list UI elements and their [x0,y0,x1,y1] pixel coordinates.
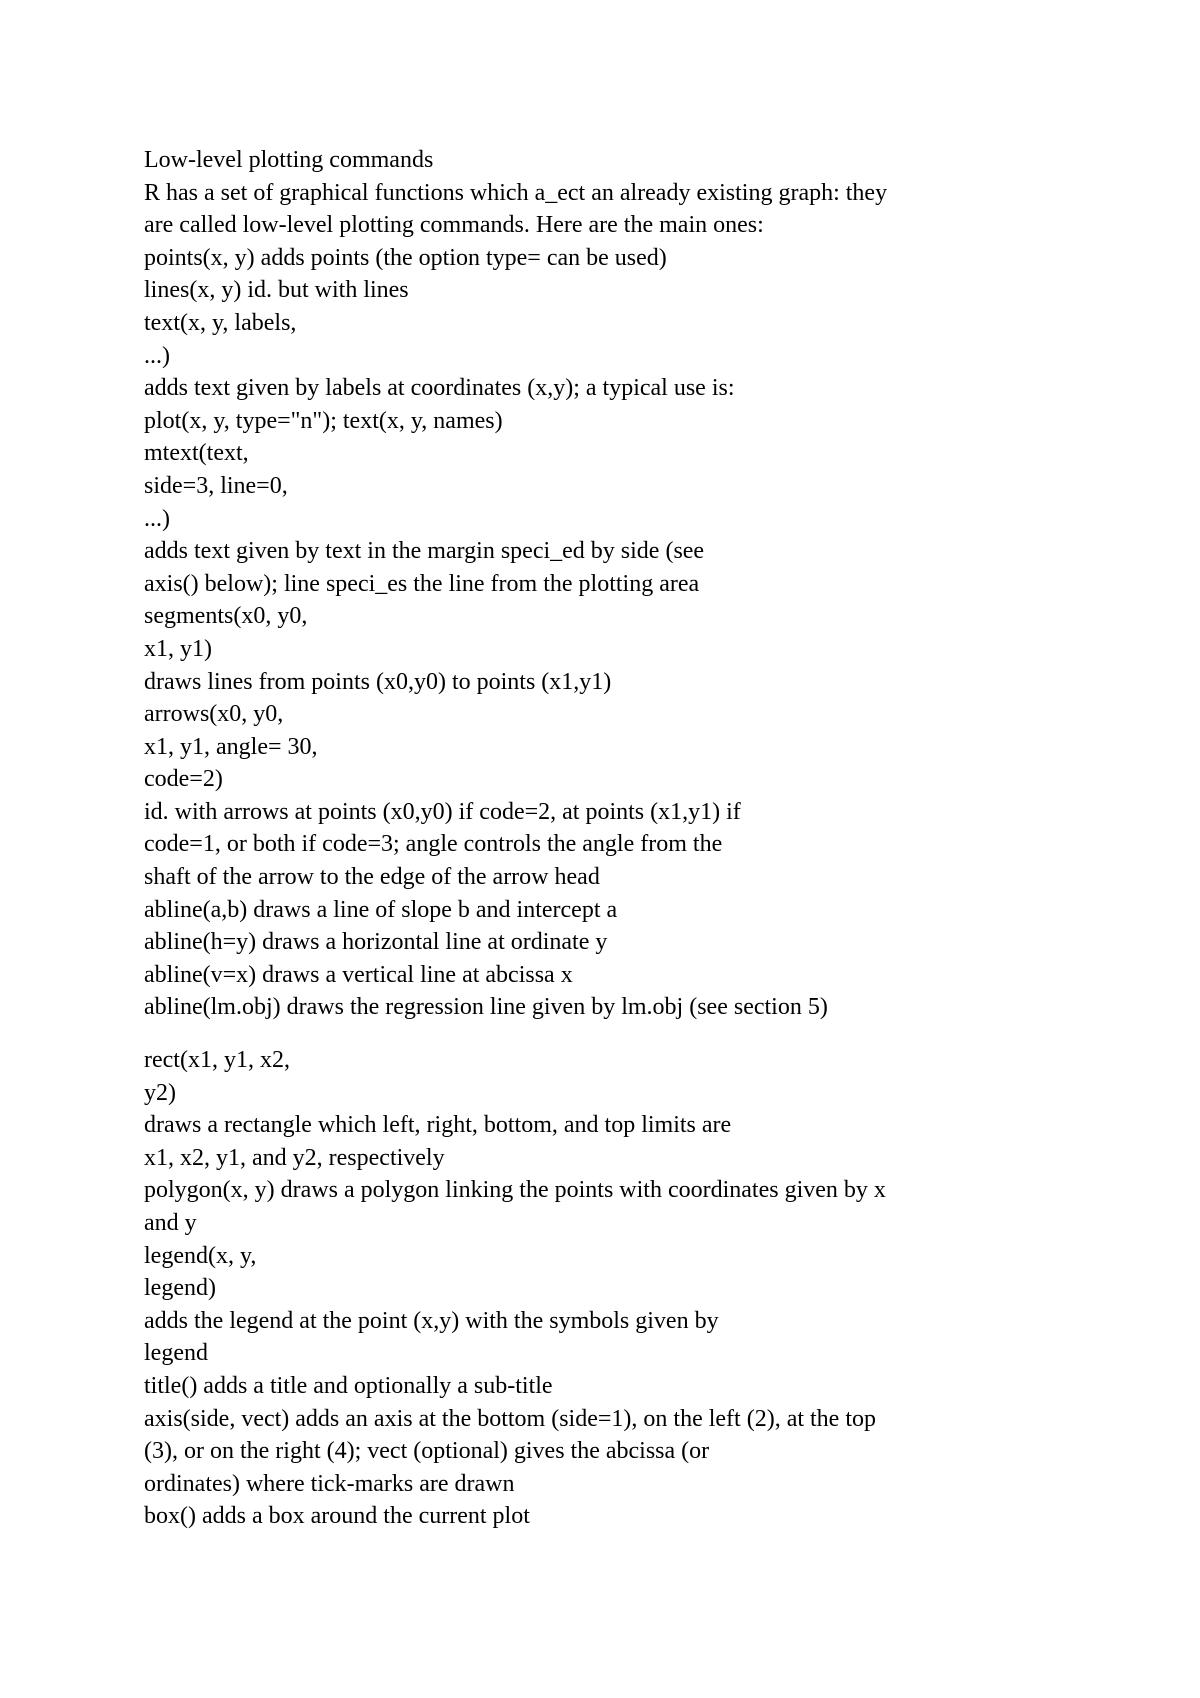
text-line: x1, y1) [144,635,212,662]
text-line: side=3, line=0, [144,472,288,499]
text-line: text(x, y, labels, [144,309,297,336]
text-line: id. with arrows at points (x0,y0) if code=2, at points (x1,y1) if [144,798,741,825]
text-line: abline(h=y) draws a horizontal line at ordinate y [144,929,608,956]
text-line: abline(v=x) draws a vertical line at abcissa x [144,961,573,988]
text-line: x1, x2, y1, and y2, respectively [144,1144,445,1171]
text-line: and y [144,1210,197,1236]
text-line: are called low-level plotting commands. Here are the main ones: [144,212,764,239]
text-line: plot(x, y, type="n"); text(x, y, names) [144,407,503,434]
text-line: y2) [144,1079,176,1106]
text-line: ...) [144,342,170,369]
text-line: ...) [144,505,170,532]
text-line: ordinates) where tick-marks are drawn [144,1470,515,1497]
text-line: draws a rectangle which left, right, bottom, and top limits are [144,1112,732,1139]
text-line: mtext(text, [144,440,249,467]
paragraph-gap [144,1024,1084,1044]
text-line: R has a set of graphical functions which a_ect an already existing graph: they [144,179,888,206]
text-line: legend) [144,1275,216,1302]
document-title: Low-level plotting commands [144,147,434,173]
text-line: adds text given by labels at coordinates (x,y); a typical use is: [144,375,735,402]
text-line: code=2) [144,766,223,793]
text-line: title() adds a title and optionally a sub-title [144,1372,553,1399]
text-line: adds the legend at the point (x,y) with the symbols given by [144,1307,719,1334]
text-line: shaft of the arrow to the edge of the arrow head [144,864,600,891]
text-line: (3), or on the right (4); vect (optional) gives the abcissa (or [144,1438,710,1465]
text-line: abline(a,b) draws a line of slope b and intercept a [144,896,618,923]
text-line: box() adds a box around the current plot [144,1503,530,1530]
text-line: legend(x, y, [144,1242,257,1269]
text-line: x1, y1, angle= 30, [144,733,318,760]
text-line: draws lines from points (x0,y0) to points (x1,y1) [144,668,612,695]
text-line: polygon(x, y) draws a polygon linking the points with coordinates given by x [144,1177,886,1204]
text-line: legend [144,1340,208,1367]
text-line: code=1, or both if code=3; angle controls the angle from the [144,831,723,858]
text-line: axis() below); line speci_es the line from the plotting area [144,570,700,597]
text-line: axis(side, vect) adds an axis at the bottom (side=1), on the left (2), at the top [144,1405,876,1432]
document-body [144,144,1084,1533]
text-line: adds text given by text in the margin speci_ed by side (see [144,538,705,565]
text-line: points(x, y) adds points (the option type= can be used) [144,244,667,271]
text-line: segments(x0, y0, [144,603,308,630]
text-line: rect(x1, y1, x2, [144,1047,290,1074]
text-line: lines(x, y) id. but with lines [144,277,409,304]
text-line: arrows(x0, y0, [144,701,284,728]
text-line: abline(lm.obj) draws the regression line given by lm.obj (see section 5) [144,994,828,1021]
